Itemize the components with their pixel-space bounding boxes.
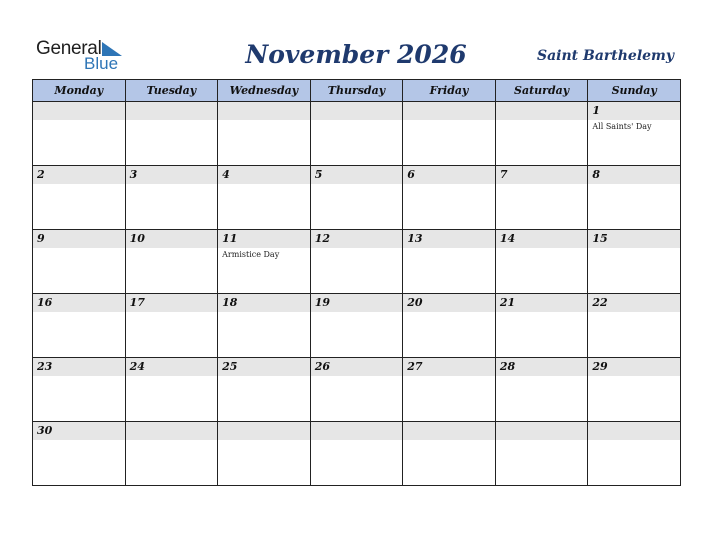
holiday-label: All Saints' Day — [592, 122, 652, 131]
day-number: 7 — [499, 168, 508, 181]
day-number-bar — [496, 166, 588, 184]
day-cell[interactable] — [125, 294, 218, 358]
day-number-bar — [33, 294, 125, 312]
day-number-bar — [403, 166, 495, 184]
day-cell[interactable] — [218, 102, 311, 166]
day-number: 23 — [37, 360, 53, 373]
day-number-bar — [33, 230, 125, 248]
day-number: 8 — [592, 168, 601, 181]
day-number-bar — [311, 358, 403, 376]
day-number: 12 — [314, 232, 330, 245]
day-cell[interactable] — [33, 102, 126, 166]
day-number-bar — [218, 230, 310, 248]
day-cell[interactable] — [495, 294, 588, 358]
day-number-bar — [496, 358, 588, 376]
day-cell[interactable] — [218, 166, 311, 230]
day-number-bar — [588, 294, 680, 312]
day-cell[interactable] — [33, 358, 126, 422]
day-number-bar — [126, 294, 218, 312]
weekday-header: Saturday — [495, 80, 588, 102]
day-number: 11 — [222, 232, 238, 245]
weekday-header: Sunday — [588, 80, 681, 102]
day-number-bar — [218, 422, 310, 440]
day-number: 27 — [407, 360, 423, 373]
day-cell[interactable] — [588, 294, 681, 358]
week-row — [33, 166, 681, 230]
day-number-bar — [588, 422, 680, 440]
day-number: 4 — [222, 168, 230, 181]
day-number-bar — [403, 422, 495, 440]
weekday-header: Tuesday — [125, 80, 218, 102]
day-number: 16 — [37, 296, 53, 309]
day-cell[interactable] — [33, 294, 126, 358]
day-number-bar — [126, 166, 218, 184]
day-cell[interactable] — [495, 230, 588, 294]
day-cell[interactable] — [495, 166, 588, 230]
day-cell[interactable] — [310, 358, 403, 422]
day-number: 19 — [314, 296, 330, 309]
day-number-bar — [311, 230, 403, 248]
region-label: Saint Barthelemy — [536, 48, 674, 64]
day-number: 20 — [407, 296, 423, 309]
day-number-bar — [403, 230, 495, 248]
day-cell[interactable] — [33, 166, 126, 230]
day-number: 10 — [129, 232, 145, 245]
page-title: November 2026 — [245, 40, 467, 69]
day-number: 2 — [37, 168, 45, 181]
day-number-bar — [33, 422, 125, 440]
weekday-header: Friday — [403, 80, 496, 102]
weekday-header-row — [33, 80, 681, 102]
day-number: 17 — [129, 296, 145, 309]
logo-blue-text: Blue — [84, 54, 119, 73]
day-cell[interactable] — [310, 230, 403, 294]
week-row — [33, 230, 681, 294]
day-number-bar — [218, 166, 310, 184]
day-cell[interactable] — [495, 358, 588, 422]
holiday-label: Armistice Day — [222, 250, 280, 259]
weekday-header: Monday — [33, 80, 126, 102]
day-number: 29 — [592, 360, 608, 373]
day-cell[interactable] — [403, 294, 496, 358]
logo-general-text: General — [36, 38, 102, 59]
day-number-bar — [33, 358, 125, 376]
day-number: 26 — [314, 360, 330, 373]
day-number-bar — [126, 358, 218, 376]
day-number-bar — [588, 102, 680, 120]
week-row — [33, 294, 681, 358]
day-cell[interactable] — [403, 358, 496, 422]
day-number: 25 — [222, 360, 238, 373]
day-cell[interactable] — [403, 230, 496, 294]
day-cell[interactable] — [403, 166, 496, 230]
day-cell[interactable] — [403, 422, 496, 486]
day-number-bar — [496, 294, 588, 312]
day-number-bar — [496, 230, 588, 248]
day-cell[interactable] — [218, 230, 311, 294]
day-cell[interactable] — [125, 358, 218, 422]
week-row — [33, 422, 681, 486]
week-row — [33, 358, 681, 422]
day-number: 28 — [499, 360, 516, 373]
day-cell[interactable] — [310, 102, 403, 166]
day-number: 13 — [407, 232, 423, 245]
day-number-bar — [403, 294, 495, 312]
day-cell[interactable] — [310, 294, 403, 358]
day-number-bar — [311, 102, 403, 120]
day-cell[interactable] — [310, 422, 403, 486]
day-number-bar — [588, 230, 680, 248]
day-cell[interactable] — [588, 102, 681, 166]
day-cell[interactable] — [218, 422, 311, 486]
day-number: 9 — [37, 232, 45, 245]
day-number-bar — [126, 422, 218, 440]
day-cell[interactable] — [495, 102, 588, 166]
day-number-bar — [218, 102, 310, 120]
day-cell[interactable] — [125, 230, 218, 294]
day-number: 22 — [592, 296, 608, 309]
logo — [36, 38, 136, 74]
day-number: 18 — [222, 296, 238, 309]
weekday-header: Wednesday — [218, 80, 311, 102]
day-number-bar — [33, 166, 125, 184]
day-cell[interactable] — [588, 422, 681, 486]
day-number-bar — [126, 102, 218, 120]
weekday-header: Thursday — [310, 80, 403, 102]
day-number-bar — [403, 102, 495, 120]
day-number-bar — [311, 166, 403, 184]
day-cell[interactable] — [125, 166, 218, 230]
week-row — [33, 102, 681, 166]
day-cell[interactable] — [33, 230, 126, 294]
day-number-bar — [403, 358, 495, 376]
day-cell[interactable] — [125, 422, 218, 486]
day-number-bar — [588, 358, 680, 376]
day-cell[interactable] — [125, 102, 218, 166]
day-cell[interactable] — [588, 166, 681, 230]
day-cell[interactable] — [588, 358, 681, 422]
day-number-bar — [311, 294, 403, 312]
day-number-bar — [588, 166, 680, 184]
day-cell[interactable] — [403, 102, 496, 166]
day-number-bar — [218, 294, 310, 312]
day-number-bar — [126, 230, 218, 248]
calendar-grid — [32, 79, 681, 486]
day-cell[interactable] — [218, 358, 311, 422]
day-number-bar — [496, 422, 588, 440]
day-number: 24 — [129, 360, 145, 373]
day-number: 15 — [592, 232, 608, 245]
day-number: 5 — [314, 168, 323, 181]
day-number-bar — [496, 102, 588, 120]
day-cell[interactable] — [310, 166, 403, 230]
day-cell[interactable] — [33, 422, 126, 486]
day-number: 21 — [499, 296, 516, 309]
day-number-bar — [218, 358, 310, 376]
day-cell[interactable] — [495, 422, 588, 486]
day-number: 1 — [592, 104, 601, 117]
day-number: 30 — [37, 424, 53, 437]
day-cell[interactable] — [218, 294, 311, 358]
day-number-bar — [311, 422, 403, 440]
day-number-bar — [33, 102, 125, 120]
day-number: 3 — [129, 168, 138, 181]
day-number: 14 — [499, 232, 516, 245]
day-cell[interactable] — [588, 230, 681, 294]
day-number: 6 — [407, 168, 415, 181]
